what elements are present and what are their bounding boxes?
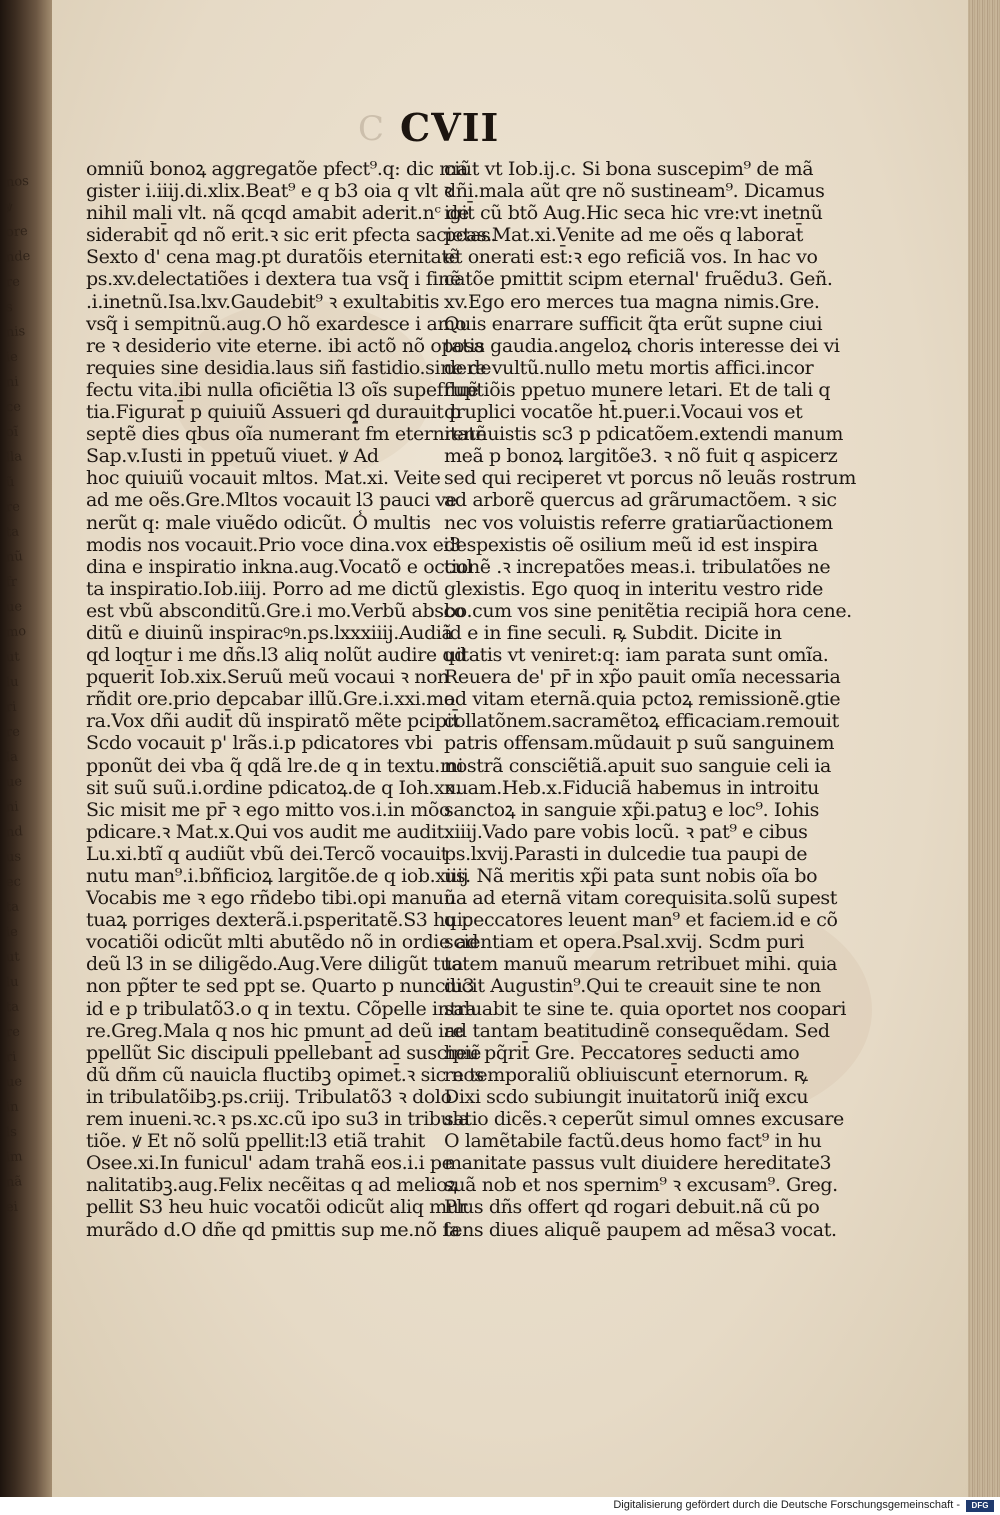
text-line: sed qui reciperet vt porcus nõ leuãs rostrum (444, 467, 856, 490)
text-line: pponũt dei vba q̃ qdã lre.de q in textu.mi (86, 754, 464, 777)
facing-page-fragment: nde (5, 248, 31, 266)
text-line: na ad eternã vitam corequisita.solũ supest (444, 887, 838, 910)
text-line: nostrã consciẽtiã.apuit suo sanguie celi ia (444, 754, 831, 777)
text-line: tatis gaudia.angeloꝝ choris interesse dei vi (444, 334, 840, 357)
text-line: vocatiõi odicũt mlti abutẽdo nõ in ordie ad (86, 931, 479, 954)
text-line: pcas.Mat.xi.Venite ad me oẽs q laborat̄ (444, 224, 804, 247)
text-line: satio dicẽs.ꝛ ceperũt simul omnes excusare (444, 1108, 844, 1131)
text-line: ad me oẽs.Gre.Mltos vocauit l3 pauci ve (86, 489, 457, 512)
text-line: sanctoꝝ in sanguie xp̃i.patuꝫ e loc⁹. Iohis (444, 798, 819, 821)
text-line: dñi.mala aũt qre nõ sustineam⁹. Dicamus (444, 180, 825, 203)
text-line: qd loqtur i me dñs.l3 aliq nolũt audire qd (86, 644, 466, 667)
text-line: non pp̃ter te sed ppt se. Quarto p nunciu3 (86, 975, 475, 998)
text-line: et onerati est̄:ꝛ ego reficiã vos. In hac vo (444, 246, 818, 269)
text-line: dũ dñm cũ nauicla fluctibꝫ opimet̄.ꝛ sic nos (86, 1063, 484, 1086)
facing-page-fragment: mo (5, 624, 27, 641)
facing-page-fragment: ut (5, 649, 21, 666)
text-line: tionẽ .ꝛ increpatões meas.i. tribulatões ne (444, 555, 831, 578)
text-line: us. Nã meritis xp̃i pata sunt nobis oĩa bo (444, 865, 818, 887)
text-line: ppellũt Sic discipuli ppellebant̄ ad suscipiẽ (86, 1041, 481, 1064)
facing-page-fragment: ri (5, 699, 17, 716)
text-line: ad arborẽ quercus ad grãrumactõem. ꝛ sic (444, 489, 837, 512)
text-line: sit suũ suũ.i.ordine pdicatoꝝ.de q Ioh.xx. (86, 776, 461, 799)
text-line: Dixi scdo subiungit inuitatorũ iniq̃ excu (444, 1085, 809, 1108)
facing-page-fragment: ta (5, 899, 20, 916)
page-stack-edge (968, 0, 1000, 1497)
text-line: rennuistis sc3 p pdicatõem.extendi manum (444, 423, 844, 446)
text-line: Sic misit me pr̄ ꝛ ego mitto vos.i.in mõo (86, 798, 451, 821)
text-line: dina e inspiratio inkna.aug.Vocatõ e occul (86, 555, 473, 578)
facing-page-fragment: re (5, 499, 21, 516)
footer-bar (0, 1497, 1000, 1515)
text-line: meã p bonoꝝ largitõe3. ꝛ nõ fuit q aspicerz (444, 445, 838, 468)
text-line: id e p tribulatõ3.o q in textu. Cõpelle intra (86, 997, 477, 1020)
text-line: igit̄ cũ btõ Aug.Hic seca hic vre:vt inetnũ (444, 202, 823, 225)
text-line: nerũt q: male viuẽdo odicũt. O̾ multis (86, 511, 431, 534)
facing-page-fragment: nũ (5, 549, 24, 566)
facing-page-fragment: ce (5, 399, 22, 416)
facing-page-fragment: fr (5, 574, 18, 591)
facing-page-fragment: im (5, 1149, 23, 1166)
text-line: pdicare.ꝛ Mat.x.Qui vos audit me audit. (86, 820, 450, 843)
text-line: ciũt vt Iob.ij.c. Si bona suscepim⁹ de mã (444, 158, 814, 180)
text-line: Sexto d' cena mag.pt duratõis eternitatẽ (86, 246, 460, 269)
facing-page-fragment: ie (5, 924, 19, 941)
text-line: druplici vocatõe ht̄.puer.i.Vocaui vos et (444, 401, 803, 424)
text-line: Osee.xi.In funicul' adam trahã eos.i.i pe (86, 1152, 453, 1175)
facing-page-fragment: nis (5, 324, 26, 341)
text-line: requies sine desidia.laus siñ fastidio.sine de (86, 356, 492, 379)
facing-page-fragment: re (5, 1024, 21, 1041)
text-line: nihil mali vlt. nã qcqd amabit aderit.nᶜ de (86, 202, 469, 225)
facing-page-fragment: ꝟ (5, 199, 14, 216)
text-line: xv.Ego ero merces tua magna nimis.Gre. (444, 290, 820, 313)
text-line: saluabit te sine te. quia oportet nos coopari (444, 997, 847, 1020)
text-line: ra.Vox dñi audit̄ dũ inspiratõ mẽte pcipit̄ (86, 710, 460, 733)
text-line: deũ l3 in se diligẽdo.Aug.Vere diligũt tua (86, 953, 463, 976)
facing-page-fragment: ei (5, 1199, 19, 1216)
facing-page-fragment: oĩ (5, 424, 19, 441)
text-line: collatõnem.sacramẽtoꝝ efficaciam.remouit (444, 710, 839, 733)
facing-page-fragment: ũ (5, 474, 15, 491)
facing-page-fragment: re (5, 724, 21, 741)
text-line: ps.lxvij.Parasti in dulcedie tua paupi de (444, 842, 808, 865)
text-line: fectu vita.ibi nulla oficiẽtia l3 oĩs supeffluẽ (86, 378, 479, 401)
facing-page-fragment: ls (5, 1124, 18, 1141)
facing-page-fragment: la (5, 749, 19, 766)
text-line: Vocabis me ꝛ ego rñdebo tibi.opi manuũ (86, 887, 456, 910)
text-line: nec vos voluistis referre gratiarũactionem (444, 511, 833, 534)
footer-credit: Digitalisierung gefördert durch die Deutsche Forschungsgemeinschaft - (613, 1499, 960, 1511)
text-line: pellit S3 heu huic vocatõi odicũt aliq mur (86, 1196, 468, 1219)
text-line: nutu man⁹.i.bñficioꝝ largitõe.de q iob.xiiij (86, 865, 469, 887)
facing-page-fragment: in (5, 1099, 20, 1116)
dfg-logo: DFG (966, 1500, 994, 1512)
facing-page-fragment: ie (5, 349, 19, 366)
facing-page-fragment: s (5, 299, 14, 316)
facing-page-fragment: us (5, 849, 22, 866)
text-line: tuaꝝ porriges dexterã.i.psperitatẽ.S3 huic (86, 909, 473, 932)
text-line: q peccatores leuent man⁹ et faciem.id e cõ (444, 909, 838, 932)
text-line: uitatis vt veniret:q: iam parata sunt omĩa. (444, 644, 829, 667)
text-line: ad vitam eternã.quia pctoꝝ remissionẽ.gtie (444, 688, 841, 711)
text-line: hoc quiuiũ vocauit mltos. Mat.xi. Veite (86, 467, 441, 490)
text-line: xiiij.Vado pare vobis locũ. ꝛ pat⁹ e cibus (444, 820, 808, 843)
text-line: re ꝛ desiderio vite eterne. ibi actõ nõ oposa (86, 334, 485, 357)
facing-page-fragment: ue (5, 599, 23, 616)
text-line: ad tantam beatitudinẽ consequẽdam. Sed (444, 1019, 830, 1042)
text-line: manitate passus vult diuidere hereditate3 (444, 1152, 832, 1175)
text-line: pquerit̄ Iob.xix.Seruũ meũ vocaui ꝛ non (86, 666, 449, 689)
text-line: gister i.iiij.di.xlix.Beat⁹ e q b3 oia q vlt ꝛ (86, 180, 452, 203)
text-line: re.Greg.Mala q nos hic pmunt ad deũ ire (86, 1019, 464, 1042)
facing-page-fragment: ta (5, 524, 20, 541)
folio-number: CVII (400, 105, 500, 150)
text-line: dicit Augustin⁹.Qui te creauit sine te non (444, 975, 821, 998)
text-line: heu pq̃rit̄ Gre. Peccatores seducti amo (444, 1041, 800, 1064)
text-line: id e in fine seculi. ꝶ Subdit. Dicite in (444, 621, 782, 644)
facing-page-fragment: re (5, 274, 21, 291)
text-line: tia.Figurat̄ p quiuiũ Assueri qd durauit p (86, 401, 461, 424)
text-line: rñdit ore.prio depcabar illũ.Gre.i.xxi.mo (86, 688, 455, 711)
text-line: Sap.v.Iusti in ppetuũ viuet. ꝟ Ad (86, 445, 379, 468)
text-line: patris offensam.mũdauit p suũ sanguinem (444, 732, 835, 755)
text-line: modis nos vocauit.Prio voce dina.vox ei3 (86, 533, 461, 556)
facing-page-fragment: ni (5, 799, 20, 816)
facing-page-fragment: nos (5, 173, 30, 191)
text-line: tens diues aliquẽ paupem ad mẽsa3 vocat. (444, 1218, 837, 1241)
text-line: suã nob et nos spernim⁹ ꝛ excusam⁹. Greg. (444, 1174, 838, 1197)
facing-page-fragment: ut (5, 949, 21, 966)
right-text-column (444, 158, 856, 1241)
text-line: Lu.xi.btĩ q audiũt vbũ dei.Tercõ vocauit (86, 842, 448, 865)
facing-page-fragment: ue (5, 1074, 23, 1091)
facing-page-fragment: nd (5, 824, 24, 841)
facing-page-fragment: lu (5, 974, 20, 991)
left-text-column (86, 158, 497, 1241)
text-line: nuam.Heb.x.Fiduciã habemus in introitu (444, 776, 819, 799)
text-line: septẽ dies qbus oĩa numerant̄ fm eternitatẽ (86, 423, 487, 446)
text-line: Reuera de' pr̄ in xp̃o pauit omĩa necessaria (444, 666, 841, 689)
text-line: vsq̃ i sempitnũ.aug.O hõ exardesce i amo (86, 312, 467, 335)
text-line: omniũ bonoꝝ aggregatõe pfect⁹.q: dic ma (86, 158, 468, 180)
text-line: catõe pmittit scipm eternal' fruẽdu3. Geñ. (444, 268, 833, 291)
text-line: bo.cum vos sine penitẽtia recipiã hora cene. (444, 599, 852, 622)
facing-page-fragments (6, 170, 46, 1270)
folio-ghost-mark: C (358, 109, 385, 149)
text-line: ruptiõis ppetuo munere letari. Et de tali q (444, 378, 831, 401)
text-line: est vbũ absconditũ.Gre.i mo.Verbũ absco (86, 599, 465, 622)
text-line: O lamẽtabile factũ.deus homo fact⁹ in hu (444, 1130, 822, 1153)
text-line: tatem manuũ mearum retribuet mihi. quia (444, 953, 838, 976)
text-line: ps.xv.delectatiões i dextera tua vsq̃ i finẽ (86, 268, 461, 291)
facing-page-fragment: ue (5, 774, 23, 791)
text-line: tiõe. ꝟ Et nõ solũ ppellit:l3 etiã trahit (86, 1130, 425, 1153)
text-line: scientiam et opera.Psal.xvij. Scdm puri (444, 931, 805, 954)
text-line: Scdo vocauit p' lrãs.i.p pdicatores vbi (86, 732, 433, 755)
facing-page-fragment: ore (5, 223, 29, 241)
facing-page-edge (0, 0, 52, 1497)
text-line: ta inspiratio.Iob.iiij. Porro ad me dictũ (86, 577, 439, 600)
facing-page-fragment: lla (5, 449, 23, 466)
text-line: Quis enarrare sufficit q̃ta erũt supne ciui (444, 312, 823, 335)
text-line: siderabit̄ qd nõ erit.ꝛ sic erit pfecta sacietas. (86, 224, 497, 247)
text-line: ditũ e diuinũ inspiracꝰn.ps.lxxxiiij.Audiã (86, 621, 453, 644)
text-line: murãdo d.O dñe qd pmittis sup me.nõ fa (86, 1218, 460, 1241)
text-line: Plus dñs offert qd rogari debuit.nã cũ po (444, 1196, 820, 1219)
facing-page-fragment: ta (5, 999, 20, 1016)
text-line: rem inueni.ꝛc.ꝛ ps.xc.cũ ipo su3 in tribula (86, 1108, 470, 1131)
facing-page-fragment: lu (5, 674, 20, 691)
text-line: re temporaliũ obliuiscunt̄ eternorum. ꝶ (444, 1063, 808, 1086)
text-line: .i.inetnũ.Isa.lxv.Gaudebit⁹ ꝛ exultabitis (86, 290, 440, 313)
facing-page-fragment: ri (5, 1049, 17, 1066)
text-line: despexistis oẽ osilium meũ id est inspira (444, 533, 818, 556)
facing-page-fragment: ni (5, 374, 20, 391)
text-line: glexistis. Ego quoq in interitu vestro ride (444, 577, 824, 600)
facing-page-fragment: nã (5, 1174, 23, 1191)
text-line: nalitatibꝫ.aug.Felix necẽitas q ad melioꝝ (86, 1174, 458, 1197)
facing-page-fragment: ec (5, 874, 22, 891)
text-line: in tribulatõibꝫ.ps.criij. Tribulatõ3 ꝛ dolo (86, 1085, 452, 1108)
text-line: dere vultũ.nullo metu mortis affici.incor (444, 356, 814, 379)
